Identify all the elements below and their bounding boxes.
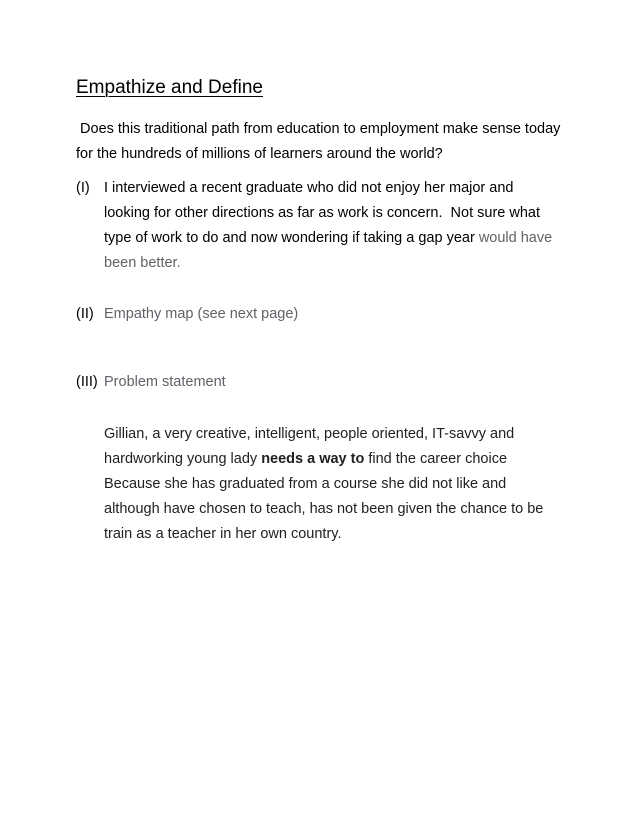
interview-line-2: looking for other directions as far as work is concern. Not sure what [104, 205, 540, 221]
problem-line-2-bold: needs a way to [261, 451, 365, 467]
problem-statement-heading: Problem statement [104, 374, 226, 390]
problem-line-2-pre: hardworking young lady [104, 451, 262, 467]
problem-statement-paragraph [104, 422, 574, 547]
interview-line-3-main: type of work to do and now wondering if taking a gap year [104, 230, 475, 246]
interview-text [104, 176, 574, 276]
problem-line-4: although have chosen to teach, has not been given the chance to be [104, 501, 544, 517]
intro-question [76, 117, 576, 167]
empathy-map-text: Empathy map (see next page) [104, 306, 299, 322]
intro-line-2: for the hundreds of millions of learners around the world? [76, 146, 443, 162]
list-marker-2: (II) [76, 306, 94, 322]
interview-line-3-tail: would have [474, 230, 553, 246]
list-marker-3: (III) [76, 374, 98, 390]
list-marker-1: (I) [76, 180, 90, 196]
problem-heading-wrap [104, 370, 574, 395]
interview-line-4: been better. [104, 255, 181, 271]
interview-line-3 [104, 226, 574, 251]
problem-line-1: Gillian, a very creative, intelligent, people oriented, IT-savvy and [104, 426, 515, 442]
problem-line-2-post: find the career choice [364, 451, 508, 467]
interview-line-1: I interviewed a recent graduate who did not enjoy her major and [104, 180, 514, 196]
empathy-map-text-wrap [104, 302, 574, 327]
page-title: Empathize and Define [76, 77, 263, 98]
problem-line-5: train as a teacher in her own country. [104, 526, 342, 542]
problem-line-3: Because she has graduated from a course she did not like and [104, 476, 507, 492]
intro-line-1: Does this traditional path from education to employment make sense today [76, 121, 561, 137]
problem-line-2 [104, 447, 574, 472]
